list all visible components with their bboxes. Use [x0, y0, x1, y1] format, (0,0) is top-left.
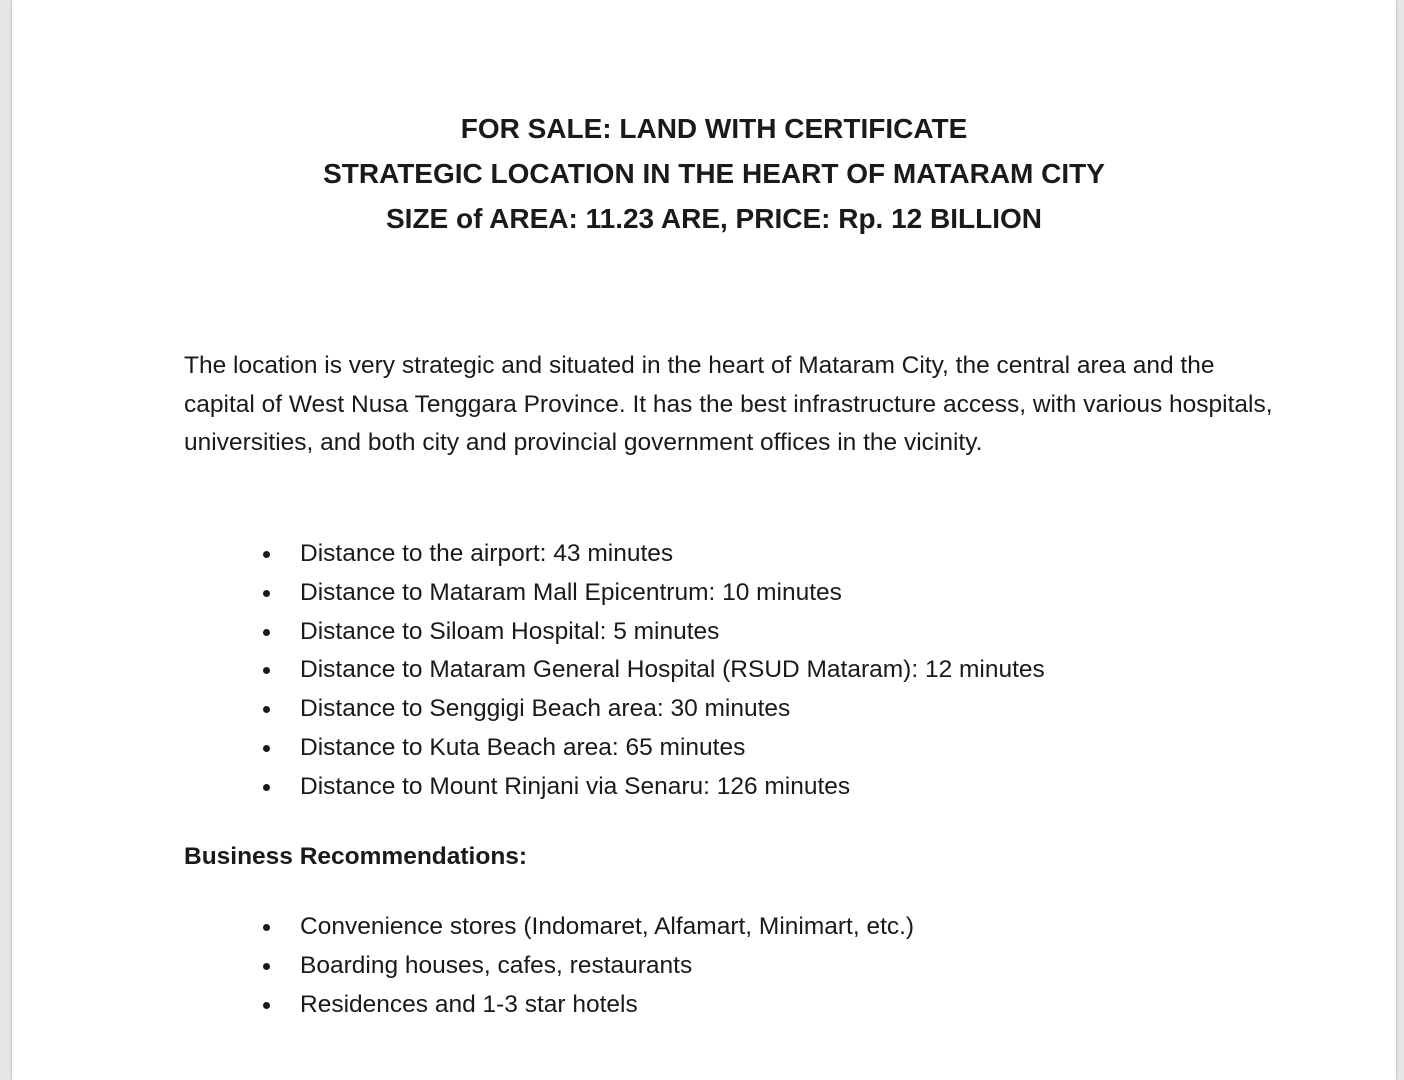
list-item [260, 690, 1045, 729]
list-item-text: Convenience stores (Indomaret, Alfamart, Minimart, etc.) [300, 913, 915, 940]
heading-line-sale: FOR SALE: LAND WITH CERTIFICATE [460, 113, 968, 144]
list-item-text: Distance to Siloam Hospital: 5 minutes [300, 617, 720, 645]
bullet-icon [263, 784, 270, 791]
bullet-icon [263, 629, 270, 636]
heading-line-size-price: SIZE of AREA: 11.23 ARE, PRICE: Rp. 12 BILLION [385, 203, 1043, 234]
bullet-icon [263, 551, 270, 558]
list-item-text: Distance to Mount Rinjani via Senaru: 126 minutes [300, 772, 851, 800]
list-item-text: Distance to the airport: 43 minutes [300, 540, 674, 567]
list-item [260, 768, 1045, 807]
list-item-text: Distance to Mataram General Hospital (RSUD Mataram): 12 minutes [300, 656, 1045, 684]
intro-paragraph: The location is very strategic and situated in the heart of Mataram City, the central area and the capital of West Nusa Tenggara Province. It has the best infrastructure access, with various hospitals, universities, and both city and provincial government offices in the vicinity. [184, 352, 1273, 456]
list-item [260, 947, 914, 986]
business-list [260, 908, 914, 1024]
list-item [260, 535, 1045, 574]
list-item-text: Distance to Senggigi Beach area: 30 minutes [300, 695, 791, 723]
bullet-icon [263, 745, 270, 752]
list-item [260, 613, 1045, 652]
list-item-text: Distance to Mataram Mall Epicentrum: 10 minutes [300, 578, 842, 606]
distance-list [260, 535, 1045, 807]
list-item [260, 729, 1045, 768]
bullet-icon [263, 963, 270, 970]
document-page [12, 0, 1396, 1080]
list-item-text: Residences and 1-3 star hotels [300, 990, 638, 1018]
list-item-text: Distance to Kuta Beach area: 65 minutes [300, 733, 746, 761]
list-item [260, 574, 1045, 613]
bullet-icon [263, 1002, 270, 1009]
business-recommendations-heading: Business Recommendations: [184, 843, 528, 870]
list-item [260, 908, 914, 947]
bullet-icon [263, 924, 270, 931]
bullet-icon [263, 590, 270, 597]
bullet-icon [263, 667, 270, 674]
list-item [260, 986, 914, 1025]
list-item-text: Boarding houses, cafes, restaurants [300, 951, 693, 979]
heading-line-location: STRATEGIC LOCATION IN THE HEART OF MATARAM CITY [323, 158, 1105, 189]
list-item [260, 651, 1045, 690]
document-heading [12, 106, 1404, 241]
bullet-icon [263, 706, 270, 713]
